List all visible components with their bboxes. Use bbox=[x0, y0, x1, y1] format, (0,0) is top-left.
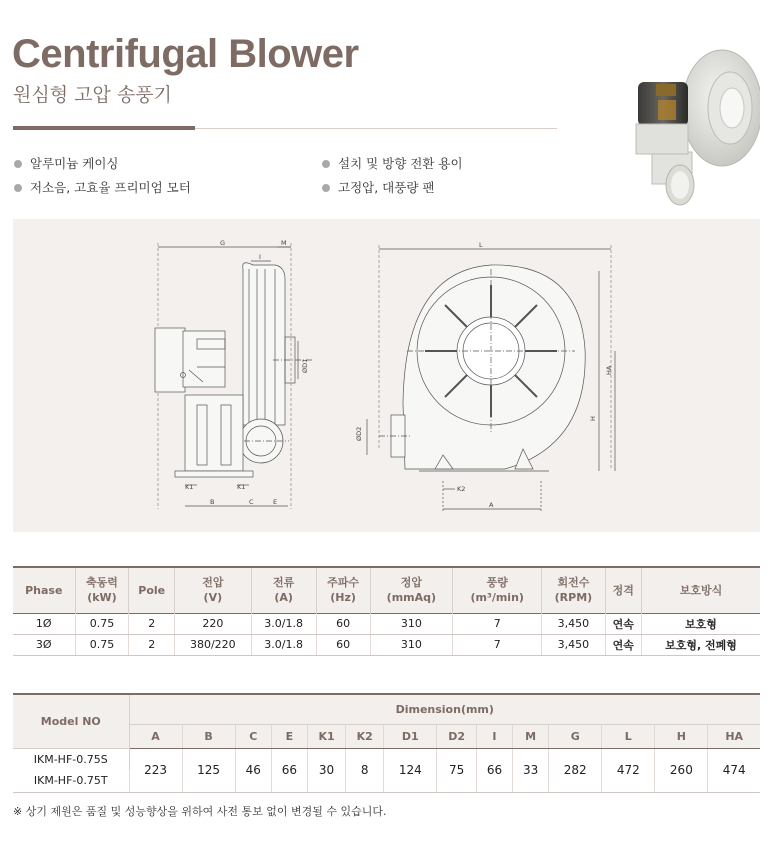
spec-cell: 2 bbox=[129, 613, 175, 634]
dim-col-header: L bbox=[602, 724, 655, 748]
dimension-group-header: Dimension(mm) bbox=[129, 694, 760, 724]
dim-label-g: G bbox=[220, 239, 226, 247]
dim-col-header: H bbox=[655, 724, 708, 748]
spec-cell: 0.75 bbox=[75, 634, 129, 655]
feature-item: 알루미늄 케이싱 bbox=[14, 154, 191, 178]
dim-value: 8 bbox=[346, 748, 384, 792]
spec-header: 정격 bbox=[605, 567, 641, 613]
dim-col-header: G bbox=[549, 724, 602, 748]
spec-cell: 7 bbox=[453, 613, 542, 634]
dimension-table bbox=[13, 693, 760, 793]
dim-label-a: A bbox=[489, 501, 494, 509]
spec-header: 축동력 (kW) bbox=[75, 567, 129, 613]
dim-col-header: D2 bbox=[437, 724, 477, 748]
dim-value: 125 bbox=[182, 748, 235, 792]
dim-value: 282 bbox=[549, 748, 602, 792]
title-underline-accent bbox=[13, 126, 195, 130]
dim-value: 223 bbox=[129, 748, 182, 792]
dim-header-row bbox=[13, 694, 760, 724]
dim-label-k1: K1 bbox=[185, 483, 194, 491]
spec-header: 주파수 (Hz) bbox=[316, 567, 370, 613]
spec-cell: 3,450 bbox=[542, 634, 605, 655]
dim-label-k1b: K1 bbox=[237, 483, 246, 491]
feature-list-left bbox=[14, 154, 191, 202]
spec-cell: 3.0/1.8 bbox=[251, 613, 316, 634]
dim-label-d2: ØD2 bbox=[355, 426, 363, 441]
dim-label-ha: HA bbox=[605, 365, 613, 375]
feature-item: 설치 및 방향 전환 용이 bbox=[322, 154, 463, 178]
dim-label-i: I bbox=[259, 253, 261, 261]
spec-cell: 60 bbox=[316, 634, 370, 655]
spec-header: 풍량 (m³/min) bbox=[453, 567, 542, 613]
dim-value: 46 bbox=[235, 748, 271, 792]
spec-header: 회전수 (RPM) bbox=[542, 567, 605, 613]
spec-table bbox=[13, 566, 760, 656]
spec-header: 정압 (mmAq) bbox=[370, 567, 453, 613]
dim-value: 75 bbox=[437, 748, 477, 792]
dim-value: 260 bbox=[655, 748, 708, 792]
spec-cell: 0.75 bbox=[75, 613, 129, 634]
page-subtitle: 원심형 고압 송풍기 bbox=[13, 84, 172, 106]
spec-cell: 연속 bbox=[605, 613, 641, 634]
dim-label-l: L bbox=[479, 241, 483, 249]
spec-header: 전류 (A) bbox=[251, 567, 316, 613]
model-name: IKM-HF-0.75S bbox=[13, 748, 129, 770]
model-header: Model NO bbox=[13, 694, 129, 748]
dim-col-header: K1 bbox=[307, 724, 345, 748]
dim-label-m: M bbox=[281, 239, 287, 247]
dimension-drawing bbox=[13, 219, 760, 532]
dim-value: 472 bbox=[602, 748, 655, 792]
spec-cell: 2 bbox=[129, 634, 175, 655]
spec-cell: 310 bbox=[370, 613, 453, 634]
spec-header-row bbox=[13, 567, 760, 613]
dim-col-header: E bbox=[271, 724, 307, 748]
spec-cell: 3Ø bbox=[13, 634, 75, 655]
dim-value: 66 bbox=[476, 748, 512, 792]
blower-product-image bbox=[632, 40, 760, 210]
dim-label-b: B bbox=[210, 498, 215, 506]
dim-col-header: I bbox=[476, 724, 512, 748]
dim-label-c: C bbox=[249, 498, 254, 506]
spec-cell: 380/220 bbox=[175, 634, 252, 655]
spec-cell: 연속 bbox=[605, 634, 641, 655]
dim-label-e: E bbox=[273, 498, 278, 506]
dim-col-header: D1 bbox=[384, 724, 437, 748]
spec-row bbox=[13, 634, 760, 655]
spec-cell: 보호형, 전폐형 bbox=[641, 634, 760, 655]
spec-cell: 3.0/1.8 bbox=[251, 634, 316, 655]
model-name: IKM-HF-0.75T bbox=[13, 770, 129, 792]
spec-row bbox=[13, 613, 760, 634]
dim-col-header: B bbox=[182, 724, 235, 748]
dim-label-h: H bbox=[589, 416, 597, 421]
title-underline bbox=[195, 128, 557, 129]
spec-header: Phase bbox=[25, 583, 63, 597]
spec-cell: 7 bbox=[453, 634, 542, 655]
feature-list-right bbox=[322, 154, 463, 202]
dim-value: 124 bbox=[384, 748, 437, 792]
dim-value: 474 bbox=[708, 748, 760, 792]
dim-label-k2: K2 bbox=[457, 485, 466, 493]
dim-col-header: C bbox=[235, 724, 271, 748]
spec-header: Pole bbox=[129, 567, 175, 613]
dim-value: 66 bbox=[271, 748, 307, 792]
dim-col-header: HA bbox=[708, 724, 760, 748]
spec-cell: 60 bbox=[316, 613, 370, 634]
spec-cell: 보호형 bbox=[641, 613, 760, 634]
feature-item: 저소음, 고효율 프리미엄 모터 bbox=[14, 178, 191, 202]
spec-header: 보호방식 bbox=[641, 567, 760, 613]
spec-cell: 310 bbox=[370, 634, 453, 655]
spec-cell: 3,450 bbox=[542, 613, 605, 634]
technical-drawing-panel bbox=[13, 219, 760, 532]
spec-cell: 1Ø bbox=[13, 613, 75, 634]
spec-header: 전압 (V) bbox=[175, 567, 252, 613]
dim-value: 33 bbox=[513, 748, 549, 792]
dim-label-d1: ØD1 bbox=[301, 358, 309, 373]
page-title: Centrifugal Blower bbox=[12, 32, 359, 76]
dim-value: 30 bbox=[307, 748, 345, 792]
dim-col-header: M bbox=[513, 724, 549, 748]
feature-item: 고정압, 대풍량 팬 bbox=[322, 178, 463, 202]
dim-col-header: A bbox=[129, 724, 182, 748]
spec-cell: 220 bbox=[175, 613, 252, 634]
dim-col-header: K2 bbox=[346, 724, 384, 748]
dim-row bbox=[13, 748, 760, 770]
footnote: ※ 상기 제원은 품질 및 성능향상을 위하여 사전 통보 없이 변경될 수 있습니다. bbox=[13, 805, 387, 818]
